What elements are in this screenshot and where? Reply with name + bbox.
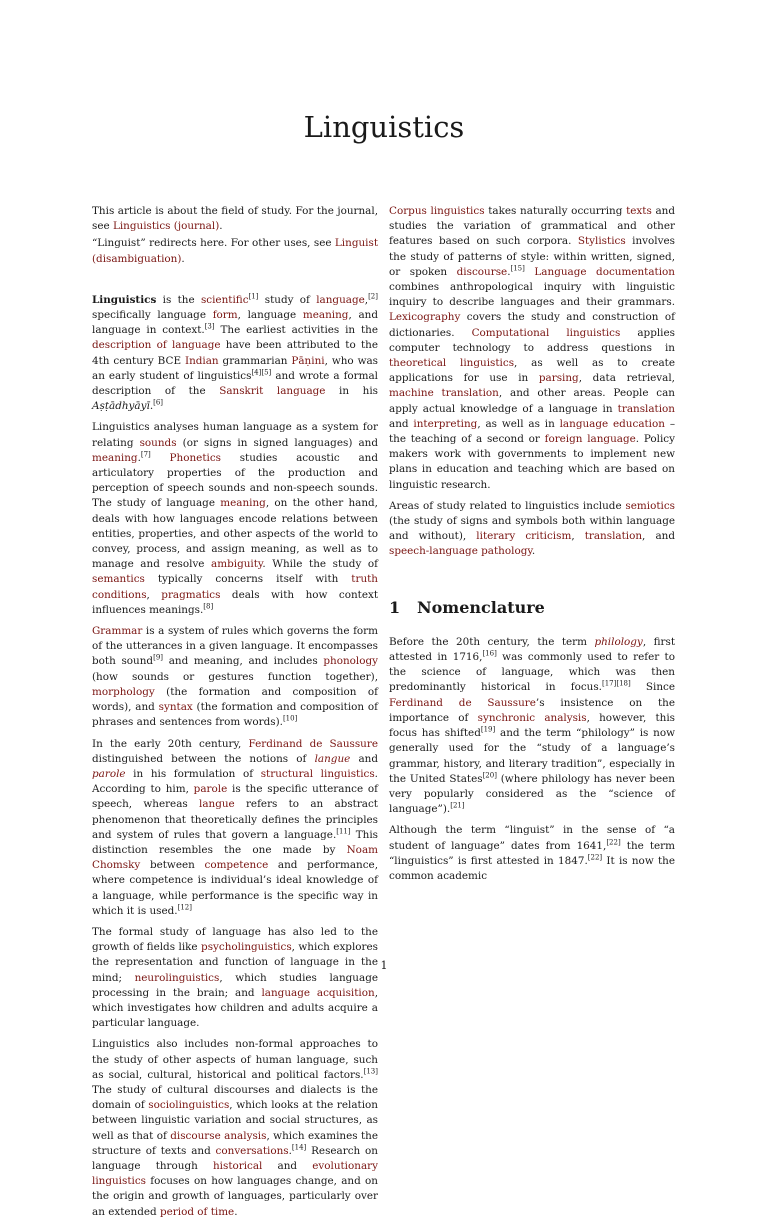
link-lexicography[interactable]: Lexicography xyxy=(389,311,461,324)
link-meaning[interactable]: meaning xyxy=(92,451,138,464)
link-conversations[interactable]: conversations xyxy=(215,1144,289,1157)
paragraph-analysis: Linguistics analyses human language as a system for relating sounds (or signs in signed languages) and meaning.[7] Phonetics studies acoustic and articulatory properties of the production and perception of speech sounds and non-speech sounds. The study of language meaning, on the other hand, deals with how languages encode relations between entities, properties, and other aspects of the world to convey, process, and assign meaning, as well as to manage and resolve ambiguity. While the study of semantics typically concerns itself with truth conditions, pragmatics deals with how context influences meanings.[8] xyxy=(92,421,379,616)
citation[interactable]: [4][5] xyxy=(251,368,272,377)
citation[interactable]: [11] xyxy=(336,827,351,836)
link-syntax[interactable]: syntax xyxy=(158,701,193,714)
page-number: 1 xyxy=(380,959,388,972)
link-machine-translation[interactable]: machine translation xyxy=(389,387,499,400)
link-neurolinguistics[interactable]: neurolinguistics xyxy=(134,971,220,984)
citation[interactable]: [10] xyxy=(282,714,298,723)
link-language[interactable]: language xyxy=(316,293,365,306)
link-parole[interactable]: parole xyxy=(92,767,126,780)
hatnote-linguist: “Linguist” redirects here. For other uses, see Linguist (disambiguation). xyxy=(92,237,378,265)
citation[interactable]: [1] xyxy=(248,292,259,301)
link-competence[interactable]: competence xyxy=(204,859,269,872)
link-form[interactable]: form xyxy=(212,309,238,322)
citation[interactable]: [13] xyxy=(363,1067,378,1076)
citation[interactable]: [17][18] xyxy=(601,680,631,689)
paragraph-intro: Linguistics is the scientific[1] study of language,[2] specifically language form, language meaning, and language in context.[3] The earliest activities in the description of language have been attributed to the 4th century BCE Indian grammarian Pāṇini, who was an early student of linguistics[4][5] and wrote a formal description of the Sanskrit language in his Aṣṭādhyāyī.[6] xyxy=(92,292,379,413)
page-title: Linguistics xyxy=(303,110,465,144)
citation[interactable]: [7] xyxy=(140,450,151,459)
citation[interactable]: [14] xyxy=(291,1143,307,1152)
citation[interactable]: [15] xyxy=(510,264,525,273)
citation[interactable]: [16] xyxy=(482,649,497,658)
link-meaning[interactable]: meaning xyxy=(302,309,349,322)
paragraph-non-formal: Linguistics also includes non-formal approaches to the study of other aspects of human language, such as social, cultural, historical and political factors.[13] The study of cultural discourses and dialects is the domain of sociolinguistics, which looks at the relation between linguistic variation and social structures, as well as that of discourse analysis, which examines the structure of texts and conversations.[14] Research on language through historical and evolutionary linguistics focuses on how languages change, and on the origin and growth of languages, particularly over an extended period of time. xyxy=(92,1038,379,1218)
citation[interactable]: [12] xyxy=(177,903,192,912)
link-period-of-time[interactable]: period of time xyxy=(159,1205,235,1218)
link-structural-linguistics[interactable]: structural linguistics xyxy=(260,767,375,780)
link-foreign-language[interactable]: foreign language xyxy=(544,433,636,446)
paragraph-saussure: In the early 20th century, Ferdinand de Saussure distinguished between the notions of langue and parole in his formulation of structural linguistics. According to him, parole is the specific utterance of speech, whereas langue refers to an abstract phenomenon that theoretically defines the principles and system of rules that govern a language.[11] This distinction resembles the one made by Noam Chomsky between competence and performance, where competence is individual’s ideal knowledge of a language, while performance is the specific way in which it is used.[12] xyxy=(92,737,378,917)
link-stylistics[interactable]: Stylistics xyxy=(577,235,626,248)
link-psycholinguistics[interactable]: psycholinguistics xyxy=(201,941,292,954)
link-ambiguity[interactable]: ambiguity xyxy=(211,558,263,571)
link-evolutionary-linguistics[interactable]: evolutionary linguistics xyxy=(92,1159,378,1188)
link-language-education[interactable]: language education xyxy=(559,417,665,430)
right-column xyxy=(389,204,675,890)
citation[interactable]: [19] xyxy=(480,725,496,734)
link-description-of-language[interactable]: description of language xyxy=(92,339,221,352)
section-title: Nomenclature xyxy=(417,597,545,617)
link-interpreting[interactable]: interpreting xyxy=(413,417,478,430)
link-noam-chomsky[interactable]: Noam Chomsky xyxy=(92,843,378,872)
paragraph-formal-study: The formal study of language has also led to the growth of fields like psycholinguistics, which explores the representation and function of language in the mind; neurolinguistics, which studies language processing in the brain; and language acquisition, which investigates how children and adults acquire a particular language. xyxy=(92,925,378,1030)
link-translation[interactable]: translation xyxy=(584,530,643,543)
link-semiotics[interactable]: semiotics xyxy=(625,499,675,512)
citation[interactable]: [8] xyxy=(203,602,214,611)
link-meaning[interactable]: meaning xyxy=(220,497,266,510)
paragraph-linguist-term: Although the term “linguist” in the sense of “a student of language” dates from 1641,[22] the term “linguistics” is first attested in 1847.[22] It is now the common academic xyxy=(389,824,675,882)
link-sounds[interactable]: sounds xyxy=(139,436,177,449)
citation[interactable]: [6] xyxy=(153,398,164,407)
link-phonology[interactable]: phonology xyxy=(323,655,379,668)
link-morphology[interactable]: morphology xyxy=(92,685,155,698)
link-linguistics-journal[interactable]: Linguistics (journal) xyxy=(112,220,220,233)
link-historical[interactable]: historical xyxy=(212,1159,263,1172)
link-literary-criticism[interactable]: literary criticism xyxy=(476,530,572,543)
link-texts[interactable]: texts xyxy=(626,205,652,217)
link-indian[interactable]: Indian xyxy=(184,354,219,367)
link-language-documentation[interactable]: Language documentation xyxy=(534,265,675,278)
citation[interactable]: [22] xyxy=(587,853,603,862)
link-discourse-analysis[interactable]: discourse analysis xyxy=(170,1129,267,1142)
paragraph-corpus: Corpus linguistics takes naturally occurring texts and studies the variation of grammatical and other features based on such corpora. Stylistics involves the study of patterns of style: within written, signed, or spoken discourse.[15] Language documentation combines anthropological inquiry with linguistic inquiry to describe languages and their grammars. Lexicography covers the study and construction of dictionaries. Computational linguistics applies computer technology to address questions in theoretical linguistics, as well as to create applications for use in parsing, data retrieval, machine translation, and other areas. People can apply actual knowledge of a language in translation and interpreting, as well as in language education – the teaching of a second or foreign language. Policy makers work with governments to implement new plans in education and teaching which are based on linguistic research. xyxy=(389,205,676,491)
citation[interactable]: [3] xyxy=(204,322,215,331)
link-translation[interactable]: translation xyxy=(617,402,675,415)
link-langue[interactable]: langue xyxy=(199,798,235,811)
citation[interactable]: [22] xyxy=(606,838,621,847)
link-grammar[interactable]: Grammar xyxy=(92,625,143,638)
section-number: 1 xyxy=(389,597,401,617)
link-panini[interactable]: Pāṇini xyxy=(291,354,325,367)
link-scientific[interactable]: scientific xyxy=(200,293,249,306)
link-ferdinand-de-saussure[interactable]: Ferdinand de Saussure xyxy=(248,737,378,750)
link-phonetics[interactable]: Phonetics xyxy=(169,451,221,464)
link-corpus-linguistics[interactable]: Corpus linguistics xyxy=(389,205,485,217)
left-column xyxy=(92,204,378,1226)
link-discourse[interactable]: discourse xyxy=(456,265,508,278)
link-parole[interactable]: parole xyxy=(193,783,228,796)
paragraph-grammar: Grammar is a system of rules which governs the form of the utterances in a given language. It encompasses both sound[9] and meaning, and includes phonology (how sounds or gestures function together), morphology (the formation and composition of words), and syntax (the formation and composition of phrases and sentences from words).[10] xyxy=(92,625,379,729)
link-computational-linguistics[interactable]: Computational linguistics xyxy=(471,326,621,339)
link-pragmatics[interactable]: pragmatics xyxy=(161,588,221,601)
link-ferdinand-de-saussure[interactable]: Ferdinand de Saussure xyxy=(389,696,536,709)
hatnote-journal: This article is about the field of study. For the journal, see Linguistics (journal). xyxy=(92,205,378,233)
citation[interactable]: [2] xyxy=(368,292,378,301)
link-speech-language-pathology[interactable]: speech-language pathology xyxy=(389,545,532,558)
citation[interactable]: [9] xyxy=(153,654,164,663)
link-philology[interactable]: philology xyxy=(594,635,643,648)
citation[interactable]: [21] xyxy=(450,801,465,810)
link-synchronic-analysis[interactable]: synchronic analysis xyxy=(477,711,587,724)
citation[interactable]: [20] xyxy=(482,771,497,780)
link-truth-conditions[interactable]: truth conditions xyxy=(92,573,378,601)
link-langue[interactable]: langue xyxy=(314,752,351,765)
paragraph-philology: Before the 20th century, the term philology, first attested in 1716,[16] was commonly used to refer to the science of language, which was then predominantly historical in focus.[17][18] Since Ferdinand de Saussure’s insistence on the importance of synchronic analysis, however, this focus has shifted[19] and the term “philology” is now generally used for the “study of a language’s grammar, history, and literary tradition”, especially in the United States[20] (where philology has never been very popularly considered as the “science of language”).[21] xyxy=(389,635,676,816)
link-semantics[interactable]: semantics xyxy=(92,573,145,586)
link-linguist-disambiguation[interactable]: Linguist (disambiguation) xyxy=(92,237,378,265)
link-language-acquisition[interactable]: language acquisition xyxy=(261,986,375,999)
paragraph-related-areas: Areas of study related to linguistics include semiotics (the study of signs and symbols both within language and without), literary criticism, translation, and speech-language pathology. xyxy=(389,499,675,558)
link-sanskrit-language[interactable]: Sanskrit language xyxy=(219,385,326,398)
link-parsing[interactable]: parsing xyxy=(538,372,579,385)
link-theoretical-linguistics[interactable]: theoretical linguistics xyxy=(389,357,515,370)
section-heading-nomenclature xyxy=(389,597,675,617)
link-sociolinguistics[interactable]: sociolinguistics xyxy=(148,1099,230,1112)
